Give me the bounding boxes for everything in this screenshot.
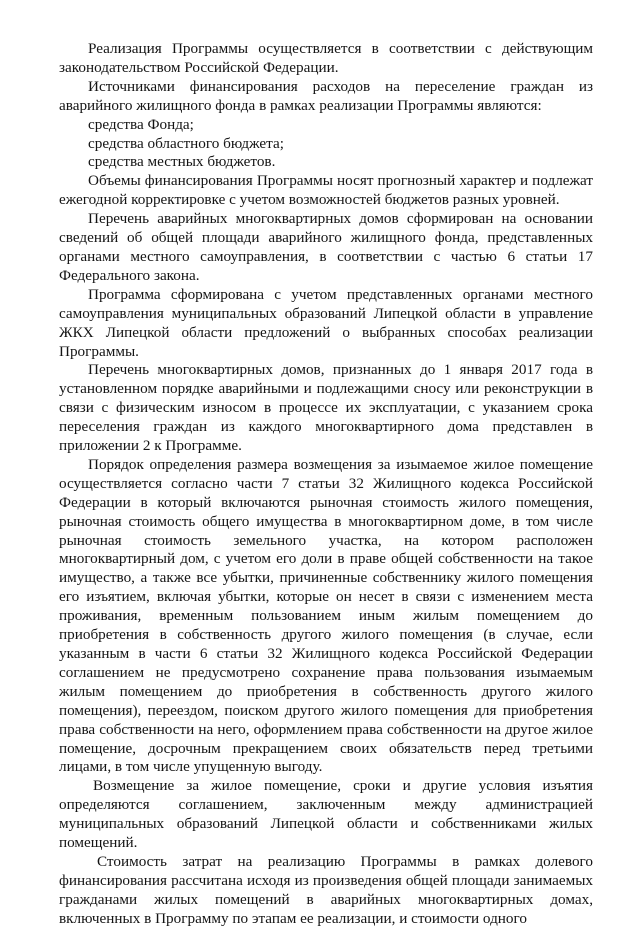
paragraph-implementation: Реализация Программы осуществляется в соответствии с действующим законодательством Российской Федерации. <box>59 40 593 76</box>
paragraph-compensation-procedure: Порядок определения размера возмещения за изымаемое жилое помещение осуществляется согласно части 7 статьи 32 Жилищного кодекса Российской Федерации в который включаются рыночная стоимость жилого помещения, рыночная стоимость общего имущества в многоквартирном доме, в том числе рыночная стоимость земельного участка, на котором расположен многоквартирный дом, с учетом его доли в праве общей собственности на такое имущество, а также все убытки, причиненные собственнику жилого помещения его изъятием, включая убытки, которые он несет в связи с изменением места проживания, временным пользованием иным жилым помещением до приобретения в собственность другого жилого помещения (в случае, если указанным в части 6 статьи 32 Жилищного кодекса Российской Федерации соглашением не предусмотрено сохранение права пользования изымаемым жилым помещением до приобретения в собственность другого жилого помещения), переездом, поиском другого жилого помещения для приобретения права собственности на него, оформлением права собственности на другое жилое помещение, досрочным прекращением своих обязательств перед третьими лицами, в том числе упущенную выгоду. <box>59 455 593 776</box>
paragraph-houses-list: Перечень аварийных многоквартирных домов сформирован на основании сведений об общей площади аварийного жилищного фонда, представленных органами местного самоуправления, в соответствии с частью 6 статьи 17 Федерального закона. <box>59 210 593 284</box>
paragraph-cost-calculation: Стоимость затрат на реализацию Программы в рамках долевого финансирования рассчитана исходя из произведения общей площади занимаемых гражданами жилых помещений в аварийных многоквартирных домах, включенных в Программу по этапам ее реализации, и стоимости одного <box>59 852 593 927</box>
paragraph-houses-before-2017: Перечень многоквартирных домов, признанных до 1 января 2017 года в установленном порядке аварийными и подлежащими сносу или реконструкции в связи с физическим износом в процессе их эксплуатации, с указанием срока переселения граждан из каждого многоквартирного дома представлен в приложении 2 к Программе. <box>59 361 593 455</box>
paragraph-funding-sources: Источниками финансирования расходов на переселение граждан из аварийного жилищного фонда в рамках реализации Программы являются: <box>59 77 593 114</box>
paragraph-program-formed: Программа сформирована с учетом представленных органами местного самоуправления муниципальных образований Липецкой области в управление ЖКХ Липецкой области предложений о выбранных способах реализации Программы. <box>59 285 593 360</box>
list-item-local-budgets: средства местных бюджетов. <box>88 153 276 171</box>
list-item-regional-budget: средства областного бюджета; <box>88 134 284 152</box>
paragraph-funding-volumes: Объемы финансирования Программы носят прогнозный характер и подлежат ежегодной корректировке с учетом возможностей бюджетов разных уровней. <box>59 172 593 209</box>
paragraph-compensation-terms: Возмещение за жилое помещение, сроки и другие условия изъятия определяются соглашением, заключенным между администрацией муниципальных образований Липецкой области и собственниками жилых помещений. <box>59 777 593 852</box>
list-item-fund: средства Фонда; <box>88 115 194 133</box>
